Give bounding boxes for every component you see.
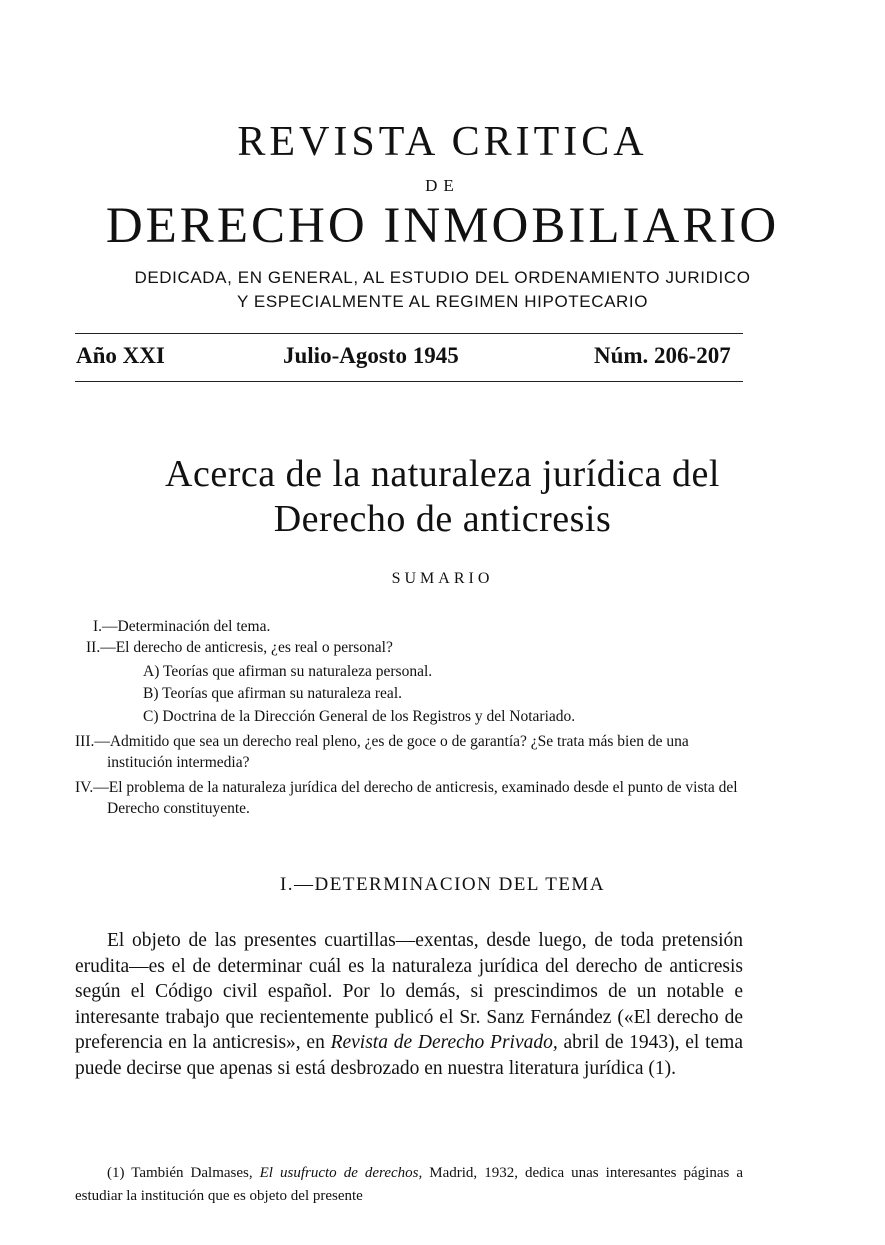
summary-item-ii: II.—El derecho de anticresis, ¿es real o personal? bbox=[86, 639, 393, 656]
footnote-rest: Madrid, 1932, dedica unas interesantes páginas a estudiar la institución que es objeto del presente bbox=[75, 1165, 744, 1204]
journal-title: REVISTA CRITICA bbox=[237, 119, 648, 165]
footnote-start: (1) También Dalmases, bbox=[107, 1165, 260, 1181]
summary-heading: SUMARIO bbox=[391, 570, 494, 587]
body-text-part2: abril de 1943), el tema puede decirse que apenas si está desbrozado en nuestra literatura jurídica (1). bbox=[75, 1032, 743, 1079]
issue-number: Núm. 206-207 bbox=[594, 343, 731, 368]
article-title-line1: Acerca de la naturaleza jurídica del bbox=[165, 453, 720, 495]
summary-item-i: I.—Determinación del tema. bbox=[93, 618, 271, 635]
body-text-part1: El objeto de las presentes cuartillas—exentas, desde luego, de toda pretensión erudita—es el de determinar cuál es la naturaleza jurídica del derecho de anticresis según el Código civil español. Por lo demás, si prescindimos de un notable e interesante trabajo que recientemente publicó el Sr. Sanz Fernández («El derecho de preferencia en la anticresis», en bbox=[75, 930, 743, 1053]
issue-year: Año XXI bbox=[76, 343, 165, 368]
summary-item-iii: III.—Admitido que sea un derecho real pleno, ¿es de goce o de garantía? ¿Se trata más bien de una institución intermedia? bbox=[75, 733, 689, 771]
header-rule-bottom bbox=[75, 381, 743, 382]
article-title bbox=[0, 452, 885, 542]
summary-item-iv: IV.—El problema de la naturaleza jurídica del derecho de anticresis, examinado desde el punto de vista del Derecho constituyente. bbox=[75, 779, 738, 817]
journal-title-de: DE bbox=[425, 176, 460, 195]
footnote-work-title: El usufructo de derechos, bbox=[259, 1165, 423, 1181]
journal-main-title: DERECHO INMOBILIARIO bbox=[105, 198, 780, 254]
header-rule-top bbox=[75, 333, 743, 334]
footnote bbox=[75, 1162, 743, 1208]
summary-item-ii-b: B) Teorías que afirman su naturaleza real. bbox=[143, 685, 402, 702]
journal-reference: Revista de Derecho Privado, bbox=[330, 1032, 558, 1053]
body-paragraph bbox=[75, 928, 743, 1081]
summary-item-ii-c: C) Doctrina de la Dirección General de los Registros y del Notariado. bbox=[143, 708, 576, 725]
issue-date: Julio-Agosto 1945 bbox=[283, 343, 459, 368]
summary-item-ii-a: A) Teorías que afirman su naturaleza personal. bbox=[143, 663, 433, 680]
article-title-line2: Derecho de anticresis bbox=[273, 498, 612, 540]
journal-subtitle-line2: Y ESPECIALMENTE AL REGIMEN HIPOTECARIO bbox=[236, 292, 649, 311]
section-heading: I.—DETERMINACION DEL TEMA bbox=[279, 874, 606, 895]
journal-subtitle-line1: DEDICADA, EN GENERAL, AL ESTUDIO DEL ORDENAMIENTO JURIDICO bbox=[134, 268, 751, 287]
